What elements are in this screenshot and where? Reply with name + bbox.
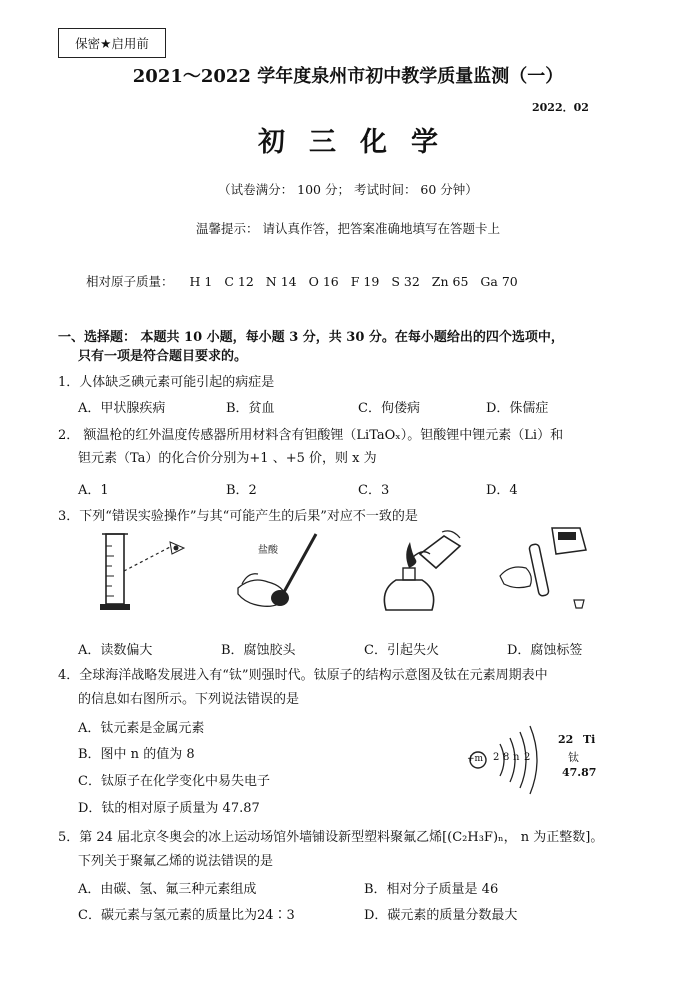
mass-item: Zn 65 — [431, 274, 469, 289]
question-1-stem: 1．人体缺乏碘元素可能引起的病症是 — [58, 375, 275, 390]
element-symbol: Ti — [583, 733, 596, 746]
alcohol-lamp-image — [372, 524, 468, 616]
hydrochloric-acid-label: 盐酸 — [258, 545, 278, 556]
mass-item: N 14 — [265, 274, 297, 289]
question-2-option-b: B．2 — [226, 483, 257, 498]
atomic-masses — [86, 272, 530, 290]
dropper-hand-image — [228, 528, 328, 612]
question-2-option-d: D．4 — [486, 483, 518, 498]
question-3-stem: 3．下列“错误实验操作”与其“可能产生的后果”对应不一致的是 — [58, 509, 418, 524]
question-4-option-a: A．钛元素是金属元素 — [78, 721, 205, 736]
question-4-line1: 4．全球海洋战略发展进入有“钛”则强时代。钛原子的结构示意图及钛在元素周期表中 — [58, 668, 548, 683]
question-4-option-c: C．钛原子在化学变化中易失电子 — [78, 774, 270, 789]
mass-item: C 12 — [224, 274, 254, 289]
question-1-option-d: D．侏儒症 — [486, 401, 549, 416]
confidential-label: 保密★启用前 — [75, 36, 149, 51]
question-5-option-d: D．碳元素的质量分数最大 — [364, 908, 518, 923]
question-5-line1: 5．第 24 届北京冬奥会的冰上运动场馆外墙铺设新型塑料聚氟乙烯[(C₂H₃F)ₙ， n 为正整数]。 — [58, 830, 604, 845]
question-2-line2: 钽元素（Ta）的化合价分别为+1 、+5 价，则 x 为 — [78, 451, 377, 466]
question-4-option-b: B．图中 n 的值为 8 — [78, 747, 195, 762]
atom-shell-1: 2 — [493, 752, 500, 763]
question-4-line2: 的信息如右图所示。下列说法错误的是 — [78, 692, 300, 707]
mass-item: S 32 — [391, 274, 420, 289]
mass-item: O 16 — [308, 274, 339, 289]
element-name: 钛 — [568, 751, 579, 764]
exam-tip: 温馨提示： 请认真作答，把答案准确地填写在答题卡上 — [196, 221, 500, 236]
atom-shell-4: 2 — [524, 752, 531, 763]
question-3-option-c: C．引起失火 — [364, 643, 439, 658]
question-1-option-a: A．甲状腺疾病 — [78, 401, 166, 416]
atom-shell-3: n — [513, 752, 520, 763]
question-5-option-a: A．由碳、氢、氟三种元素组成 — [78, 882, 257, 897]
mass-item: Ga 70 — [480, 274, 518, 289]
question-3-option-a: A．读数偏大 — [78, 643, 153, 658]
question-4-option-d: D．钛的相对原子质量为 47.87 — [78, 801, 260, 816]
question-5-line2: 下列关于聚氟乙烯的说法错误的是 — [78, 854, 274, 869]
question-1-option-c: C．佝偻病 — [358, 401, 420, 416]
question-2-option-c: C．3 — [358, 483, 390, 498]
element-mass: 47.87 — [562, 766, 597, 779]
pouring-bottle-image — [496, 520, 596, 612]
atom-nucleus-label: +m — [467, 754, 484, 764]
atomic-masses-label: 相对原子质量： — [86, 274, 174, 289]
question-3-option-b: B．腐蚀胶头 — [221, 643, 296, 658]
question-2-option-a: A．1 — [78, 483, 109, 498]
exam-date: 2022．02 — [532, 101, 589, 114]
atom-shell-2: 8 — [503, 752, 510, 763]
element-atomic-number: 22 — [558, 733, 574, 746]
exam-info: （试卷满分： 100 分； 考试时间： 60 分钟） — [218, 182, 478, 197]
subject-title: 初三化学 — [258, 127, 462, 158]
confidential-box — [58, 28, 166, 58]
question-5-option-c: C．碳元素与氢元素的质量比为24∶3 — [78, 908, 295, 923]
exam-title: 2021～2022 学年度泉州市初中教学质量监测（一） — [132, 66, 564, 87]
question-3-option-d: D．腐蚀标签 — [507, 643, 583, 658]
mass-item: F 19 — [350, 274, 380, 289]
section-heading-2: 只有一项是符合题目要求的。 — [78, 349, 248, 364]
question-5-option-b: B．相对分子质量是 46 — [364, 882, 499, 897]
mass-item: H 1 — [189, 274, 213, 289]
question-1-option-b: B．贫血 — [226, 401, 275, 416]
section-heading: 一、选择题： 本题共 10 小题，每小题 3 分，共 30 分。在每小题给出的四个选项中， — [58, 330, 564, 345]
question-2-line1: 2． 额温枪的红外温度传感器所用材料含有钽酸锂（LiTaOₓ）。钽酸锂中锂元素（Li）和 — [58, 428, 564, 443]
graduated-cylinder-image — [100, 526, 190, 612]
